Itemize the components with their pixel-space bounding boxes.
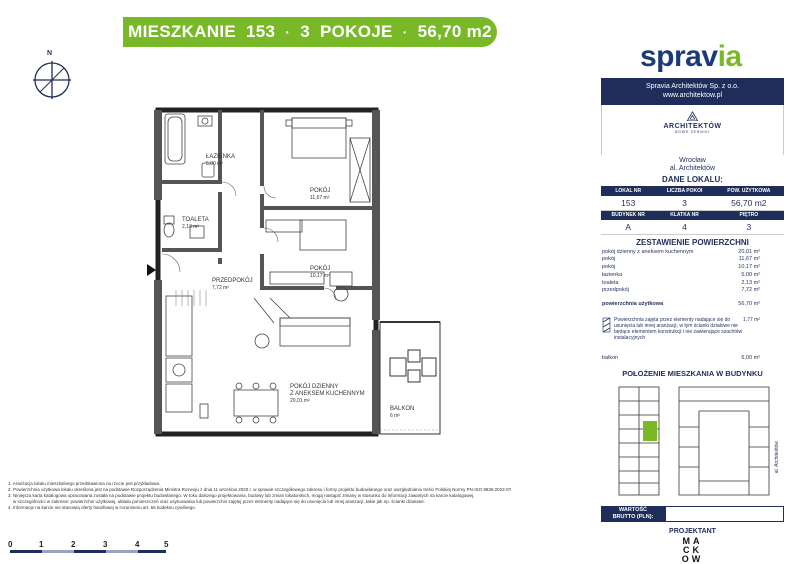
- street-label: al. Architektów: [774, 441, 780, 474]
- scale-bar: [8, 540, 168, 554]
- separator: ·: [402, 24, 408, 40]
- building-location-map: [601, 381, 784, 503]
- designer-logo: MA CK OW: [681, 536, 704, 564]
- title-label: MIESZKANIE: [128, 22, 236, 41]
- footnotes: [8, 481, 588, 511]
- details-header: POW. UŻYTKOWA: [714, 186, 784, 196]
- apartment-number: 153: [245, 22, 276, 41]
- details-value: 56,70 m2: [714, 196, 784, 210]
- scale-label: 4: [135, 540, 140, 549]
- rooms-label: POKOJE: [319, 22, 393, 41]
- hatch-icon: [603, 318, 610, 332]
- area-value: 7,72 m²: [741, 287, 760, 294]
- note-3-cont: w szczególności w zakresie: powierzchni użytkowej, układu pomieszczeń oraz usytuowania lub powierzchni zajętej przez elementy nadające się do usunięcia lub innej aranżacji, takie jak np. ścianki działowe.: [8, 499, 425, 504]
- areas-title: ZESTAWIENIE POWIERZCHNI: [636, 237, 749, 247]
- scale-label: 2: [71, 540, 76, 549]
- bathroom-label: ŁAZIENKA: [206, 154, 236, 160]
- scale-segment: [42, 550, 74, 553]
- area-row: [601, 287, 784, 295]
- scale-segment: [106, 550, 138, 553]
- logo-text: sprav: [640, 40, 718, 73]
- details-title: DANE LOKALU:: [662, 175, 723, 184]
- apartment-highlight: [643, 421, 657, 441]
- room1-label: POKÓJ: [310, 188, 331, 194]
- balcony-row: [601, 355, 784, 361]
- details-header: LOKAL NR: [601, 186, 655, 196]
- scale-label: 0: [8, 540, 13, 549]
- scale-segment: [10, 550, 42, 553]
- area-row: [601, 280, 784, 288]
- entrance-arrow-icon: [147, 264, 156, 276]
- area-value: 20,01 m²: [738, 248, 760, 255]
- scale-segment: [138, 550, 166, 553]
- logo-accent: ia: [717, 40, 742, 73]
- area-name: pokój: [602, 256, 616, 263]
- removable-value: 1,77 m²: [743, 317, 760, 324]
- spravia-logo: [640, 40, 742, 74]
- designer-title: PROJEKTANT: [669, 528, 716, 536]
- total-value: 56,70 m²: [738, 301, 760, 308]
- area-name: łazienka: [602, 271, 623, 278]
- total-label: powierzchnia użytkowa: [602, 301, 664, 308]
- area-row: [601, 272, 784, 280]
- apartment-area: 56,70 m2: [417, 22, 492, 41]
- company-url: www.architektow.pl: [662, 92, 723, 99]
- area-value: 2,13 m²: [741, 279, 760, 286]
- details-value: A: [601, 220, 655, 234]
- price-row: [601, 506, 784, 522]
- note-1: 1. Aranżacja lokalu mieszkalnego przedstawiona na rzucie jest przykładowa.: [8, 481, 161, 486]
- scale-label: 5: [164, 540, 169, 549]
- area-name: toaleta: [602, 279, 619, 286]
- area-row: [601, 249, 784, 257]
- details-value: 3: [655, 196, 713, 210]
- toilet-area: 2,13 m²: [182, 224, 199, 230]
- living-area: 20,01 m²: [290, 398, 310, 404]
- separator: ·: [285, 24, 291, 40]
- balcony-label: BALKON: [390, 406, 415, 412]
- price-label: WARTOŚĆ BRUTTO (PLN):: [601, 506, 665, 522]
- details-value: 3: [714, 220, 784, 234]
- hall-label: PRZEDPOKÓJ: [212, 278, 253, 284]
- area-value: 10,17 m²: [738, 264, 760, 271]
- removable-elements: [601, 317, 784, 353]
- toilet-label: TOALETA: [182, 217, 209, 223]
- scale-segment: [74, 550, 106, 553]
- project-logo-icon: ⟁: [686, 108, 699, 124]
- project-street: al. Architektów: [669, 165, 716, 172]
- room1-area: 11,67 m²: [310, 195, 330, 201]
- room-count: 3: [300, 22, 310, 41]
- area-total-row: [601, 301, 784, 309]
- details-value: 153: [601, 196, 655, 210]
- area-value: 11,67 m²: [738, 256, 760, 263]
- room2-area: 10,17 m²: [310, 273, 330, 279]
- north-label: N: [47, 50, 53, 57]
- balcony-area: 6 m²: [390, 413, 400, 419]
- area-value: 5,00 m²: [741, 271, 760, 278]
- floor-plan: [150, 108, 450, 438]
- scale-label: 3: [103, 540, 108, 549]
- area-row: [601, 256, 784, 264]
- balcony-label: balkon: [602, 355, 619, 362]
- details-table: [601, 186, 784, 235]
- project-subtitle: NOWE ŻERNIKI: [674, 130, 711, 134]
- areas-list: [601, 249, 784, 310]
- project-address: [601, 157, 784, 173]
- scale-label: 1: [39, 540, 44, 549]
- note-4: 4. Informacje na karcie nie stanowią oferty handlowej w rozumieniu art. 66 kodeksu cywilnego.: [8, 505, 196, 510]
- living-label: POKÓJ DZIENNY Z ANEKSEM KUCHENNYM: [290, 384, 365, 397]
- area-name: przedpokój: [602, 287, 629, 294]
- info-panel: [601, 78, 784, 564]
- location-title: POŁOŻENIE MIESZKANIA W BUDYNKU: [622, 369, 763, 379]
- compass-rose: [30, 59, 74, 103]
- details-header: BUDYNEK NR: [601, 210, 655, 220]
- compass-icon: [30, 50, 74, 100]
- area-name: pokój dzienny z aneksem kuchennym: [602, 248, 694, 255]
- hall-area: 7,72 m²: [212, 285, 229, 291]
- details-header: LICZBA POKOI: [655, 186, 713, 196]
- balcony-value: 6,00 m²: [741, 355, 760, 362]
- area-row: [601, 264, 784, 272]
- room2-label: POKÓJ: [310, 266, 331, 272]
- company-name: Spravia Architektów Sp. z o.o.: [646, 83, 739, 90]
- note-3: 3. Niniejsza karta katalogowa opracowana została na podstawie projektu budowlanego. W toku dalszego projektowania, budowy lub zmian lokatorskich, mogą nastąpić zmiany w stosunku do informacji zawartych na karcie katalogowej,: [8, 493, 475, 498]
- note-2: 2. Powierzchnia użytkowa lokalu określona jest na podstawie Rozporządzenia Ministra Rozwoju z dnia 11 września 2020 r. w sprawie szczegółowego zakresu i formy projektu budowlanego oraz uwzględnianiu treści Polskiej Normy PN-ISO 9836:2022-07.: [8, 487, 513, 492]
- project-city: Wrocław: [679, 157, 706, 164]
- removable-text: Powierzchnia zajęta przez elementy nadające się do usunięcia lub innej aranżacji, w tym ścianki działowe nie będące elementem konstrukcji i nie zawierające szachtów instalacyjnych: [614, 317, 743, 342]
- apartment-title-banner: [123, 17, 497, 47]
- details-header: KLATKA NR: [655, 210, 713, 220]
- details-value: 4: [655, 220, 713, 234]
- details-header: PIĘTRO: [714, 210, 784, 220]
- area-name: pokój: [602, 264, 616, 271]
- bathroom-area: 5,00 m²: [206, 161, 223, 167]
- building-plan-drawing: [601, 381, 784, 503]
- project-logo: [601, 105, 784, 155]
- project-name: ARCHITEKTÓW: [663, 123, 722, 130]
- company-box: [601, 78, 784, 105]
- price-value: [665, 506, 784, 522]
